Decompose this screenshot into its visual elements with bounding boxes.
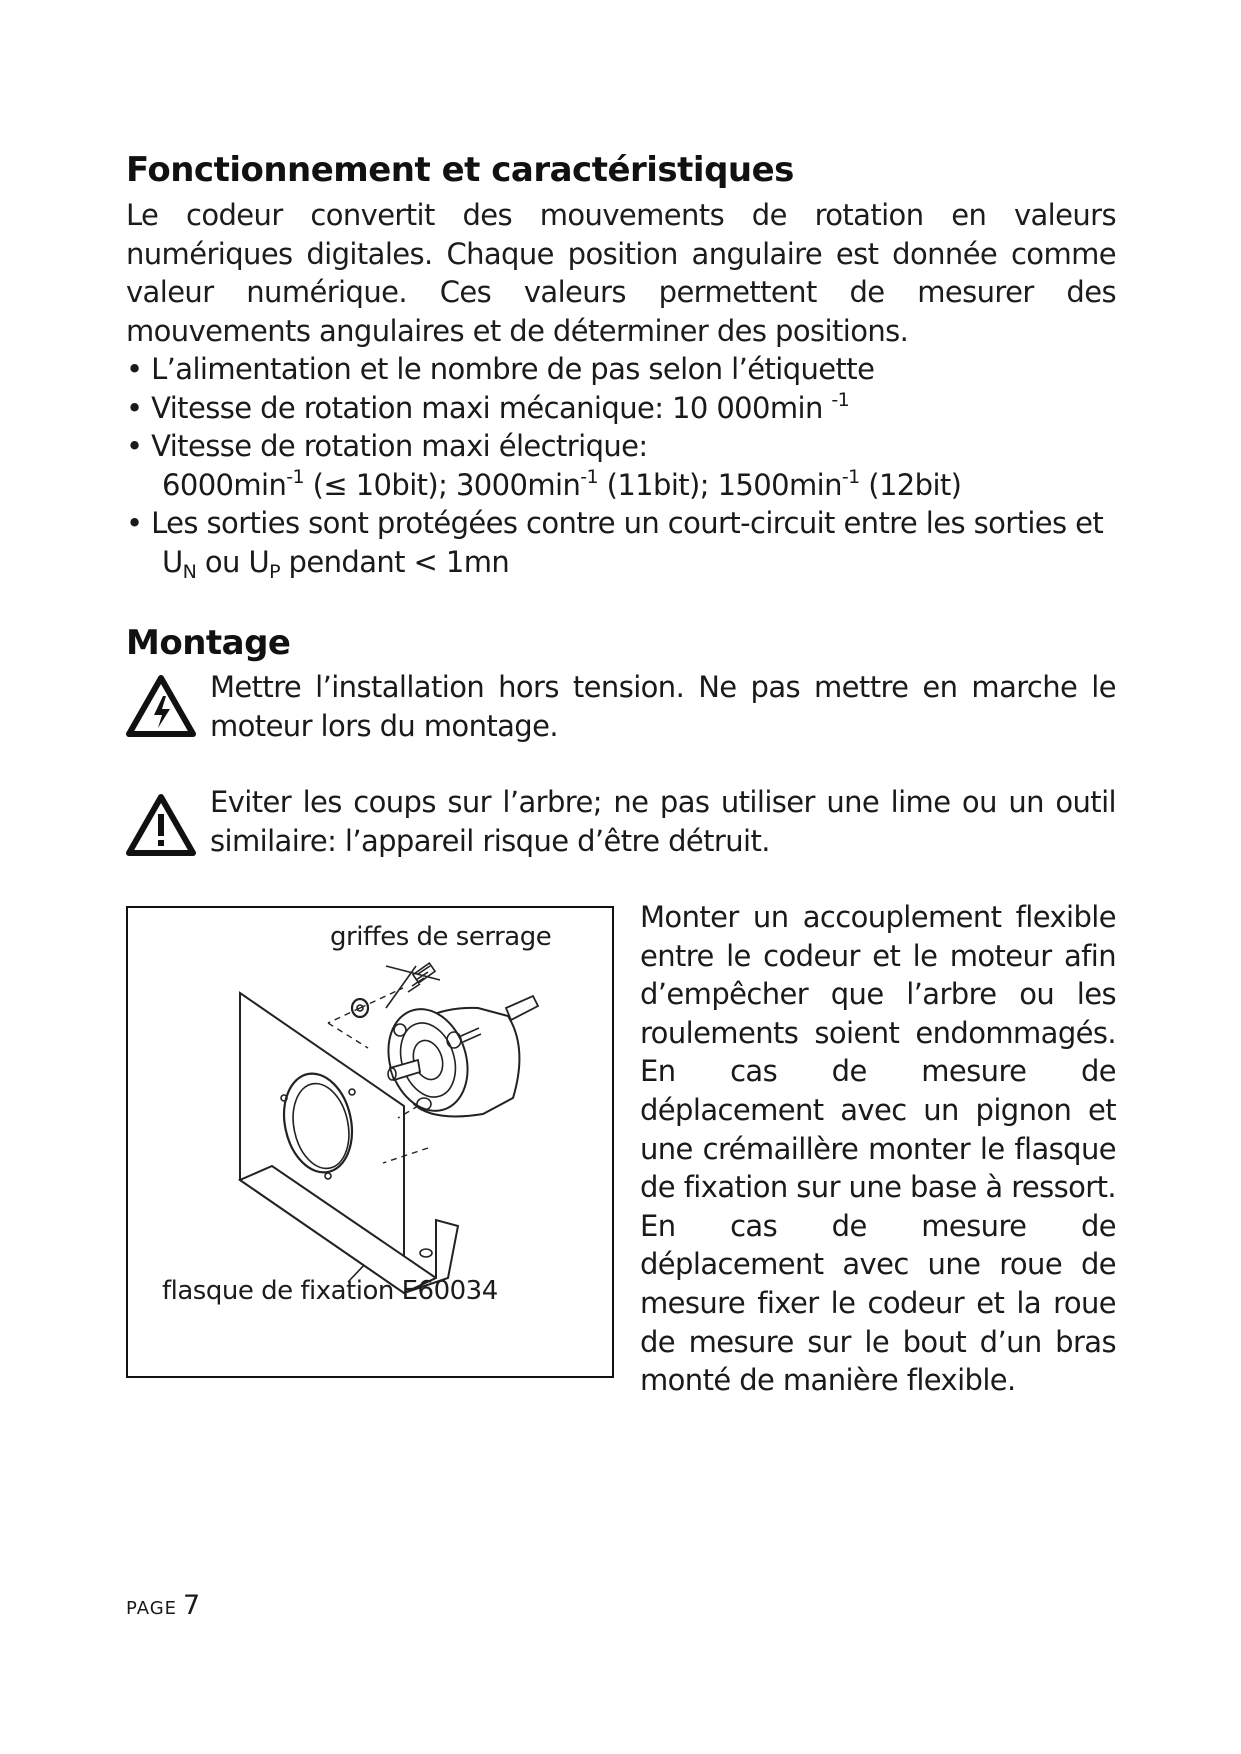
outputs-continuation bbox=[152, 543, 1126, 582]
exponent: -1 bbox=[841, 465, 860, 488]
list-item bbox=[126, 504, 1126, 581]
subscript-p: P bbox=[269, 560, 280, 583]
exponent: -1 bbox=[831, 388, 850, 411]
u-letter: U bbox=[162, 544, 183, 579]
or-text: ou bbox=[196, 544, 249, 579]
section-title-montage: Montage bbox=[126, 623, 291, 663]
warning-electrical-text: Mettre l’installation hors tension. Ne pas mettre en marche le moteur lors du montage. bbox=[210, 670, 1116, 743]
page-number-value: 7 bbox=[183, 1590, 201, 1621]
speed-value: 1500min bbox=[717, 467, 842, 502]
list-item bbox=[126, 389, 1126, 428]
u-letter: U bbox=[248, 544, 270, 579]
exponent: -1 bbox=[580, 465, 598, 488]
mounting-instructions: Monter un accouplement flexible entre le codeur et le moteur afin d’empêcher que l’arbre ou les roulements soient endommagés. En cas de mesure de déplacement avec un pignon et une crémaillère monter le flasque de fixation sur une base à ressort. En cas de mesure de déplacement avec une roue de mesure fixer le codeur et la roue de mesure sur le bout d’un bras monté de manière flexible. bbox=[640, 900, 1116, 1398]
characteristics-list bbox=[126, 350, 1126, 581]
warning-triangle-icon bbox=[126, 793, 196, 857]
list-item bbox=[126, 427, 1126, 504]
electric-hazard-icon bbox=[126, 674, 196, 738]
page-label: PAGE bbox=[126, 1598, 178, 1619]
section-title-fonctionnement: Fonctionnement et caractéristiques bbox=[126, 150, 794, 190]
mounting-figure bbox=[126, 906, 614, 1378]
speed-note: (11bit); bbox=[597, 467, 718, 502]
bullet-elec-speed: • Vitesse de rotation maxi électrique: bbox=[126, 429, 648, 463]
speed-note: (≤ 10bit); bbox=[304, 467, 456, 502]
bullet-power-steps: • L’alimentation et le nombre de pas selon l’étiquette bbox=[126, 352, 875, 386]
label-clamps: griffes de serrage bbox=[330, 922, 552, 952]
list-item bbox=[126, 350, 1126, 389]
bullet-mech-speed: • Vitesse de rotation maxi mécanique: 10 000min bbox=[126, 390, 832, 425]
exponent: -1 bbox=[286, 465, 305, 488]
label-mounting-flange: flasque de fixation E60034 bbox=[162, 1276, 498, 1306]
elec-speed-values bbox=[152, 466, 1126, 505]
speed-note: (12bit) bbox=[859, 467, 962, 502]
speed-value: 6000min bbox=[162, 467, 287, 502]
duration-text: pendant < 1mn bbox=[279, 544, 510, 579]
speed-value: 3000min bbox=[455, 467, 581, 502]
subscript-n: N bbox=[182, 560, 197, 583]
page-number bbox=[126, 1590, 200, 1621]
intro-paragraph: Le codeur convertit des mouvements de rotation en valeurs numériques digitales. Chaque position angulaire est donnée comme valeur numérique. Ces valeurs permettent de mesurer des mouvements angulaires et de déterminer des positions. bbox=[126, 198, 1116, 348]
warning-shaft-text: Eviter les coups sur l’arbre; ne pas utiliser une lime ou un outil similaire: l’appareil risque d’être détruit. bbox=[210, 785, 1116, 858]
bullet-outputs: • Les sorties sont protégées contre un court-circuit entre les sorties et bbox=[126, 506, 1104, 540]
